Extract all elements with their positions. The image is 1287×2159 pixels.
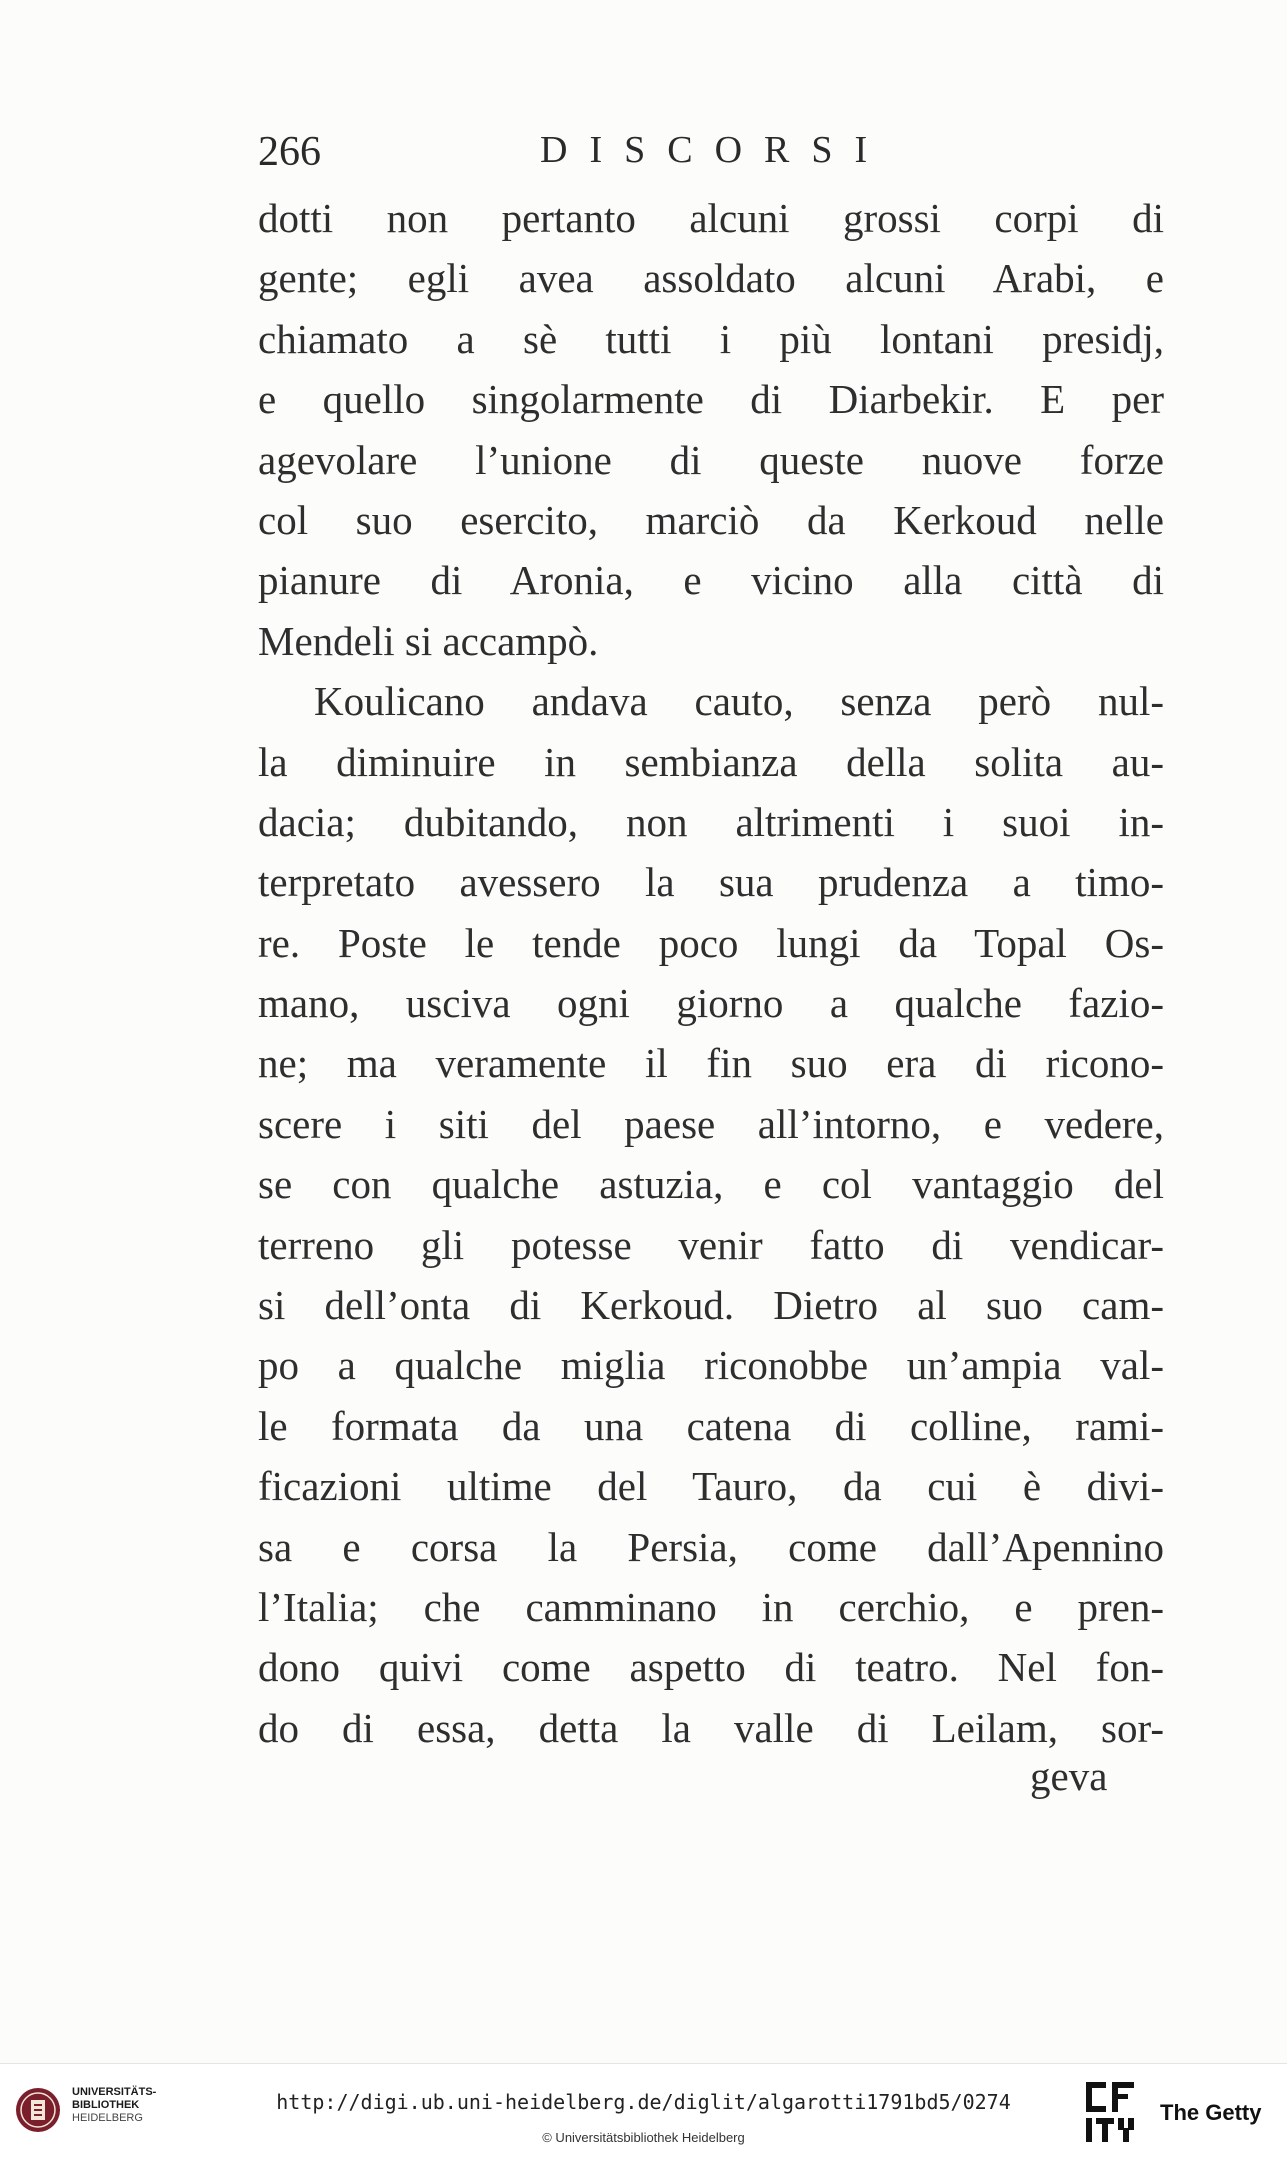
text-line: ficazioni ultime del Tauro, da cui è divi-	[258, 1463, 1164, 1510]
copyright-notice: © Universitätsbibliothek Heidelberg	[542, 2130, 745, 2145]
text-line: terpretato avessero la sua prudenza a timo-	[258, 859, 1164, 906]
text-line: le formata da una catena di colline, rami-	[258, 1402, 1164, 1449]
partner-name[interactable]: The Getty	[1160, 2100, 1262, 2125]
text-line: gente; egli avea assoldato alcuni Arabi, e	[258, 255, 1164, 302]
text-line: ne; ma veramente il fin suo era di ricono-	[258, 1040, 1164, 1087]
text-line: do di essa, detta la valle di Leilam, sor-	[258, 1704, 1164, 1751]
page-number: 266	[258, 129, 321, 175]
text-line: po a qualche miglia riconobbe un’ampia val-	[258, 1342, 1164, 1389]
permalink-url[interactable]: http://digi.ub.uni-heidelberg.de/diglit/algarotti1791bd5/0274	[276, 2090, 1011, 2114]
body-text	[258, 188, 1164, 1758]
text-line: mano, usciva ogni giorno a qualche fazio-	[258, 980, 1164, 1027]
text-line: col suo esercito, marciò da Kerkoud nelle	[258, 496, 1164, 543]
text-line: Koulicano andava cauto, senza però nul-	[314, 678, 1164, 725]
text-line: se con qualche astuzia, e col vantaggio del	[258, 1161, 1164, 1208]
running-title: DISCORSI	[540, 129, 890, 171]
text-line: dono quivi come aspetto di teatro. Nel fon-	[258, 1644, 1164, 1691]
text-line: terreno gli potesse venir fatto di vendicar-	[258, 1221, 1164, 1268]
text-line: l’Italia; che camminano in cerchio, e pren-	[258, 1583, 1164, 1630]
text-line: si dell’onta di Kerkoud. Dietro al suo cam-	[258, 1282, 1164, 1329]
text-line: re. Poste le tende poco lungi da Topal Os-	[258, 919, 1164, 966]
text-line: la diminuire in sembianza della solita au-	[258, 738, 1164, 785]
library-name-line: BIBLIOTHEK	[72, 2099, 140, 2111]
text-line: agevolare l’unione di queste nuove forze	[258, 436, 1164, 483]
text-line: sa e corsa la Persia, come dall’Apennino	[258, 1523, 1164, 1570]
catchword: geva	[1030, 1753, 1108, 1799]
text-line: dotti non pertanto alcuni grossi corpi di	[258, 195, 1164, 241]
text-line: pianure di Aronia, e vicino alla città di	[258, 557, 1164, 604]
library-name-line: HEIDELBERG	[72, 2112, 143, 2124]
text-line: Mendeli si accampò.	[258, 617, 599, 664]
text-line: chiamato a sè tutti i più lontani presidj,	[258, 315, 1164, 362]
text-line: e quello singolarmente di Diarbekir. E per	[258, 376, 1164, 423]
page-header	[0, 128, 1287, 188]
viewer-footer	[0, 2063, 1287, 2159]
text-line: scere i siti del paese all’intorno, e vedere,	[258, 1100, 1164, 1147]
getty-logo-icon[interactable]	[1082, 2078, 1138, 2146]
library-name-line: UNIVERSITÄTS-	[72, 2086, 157, 2098]
text-line: dacia; dubitando, non altrimenti i suoi in-	[258, 798, 1164, 845]
